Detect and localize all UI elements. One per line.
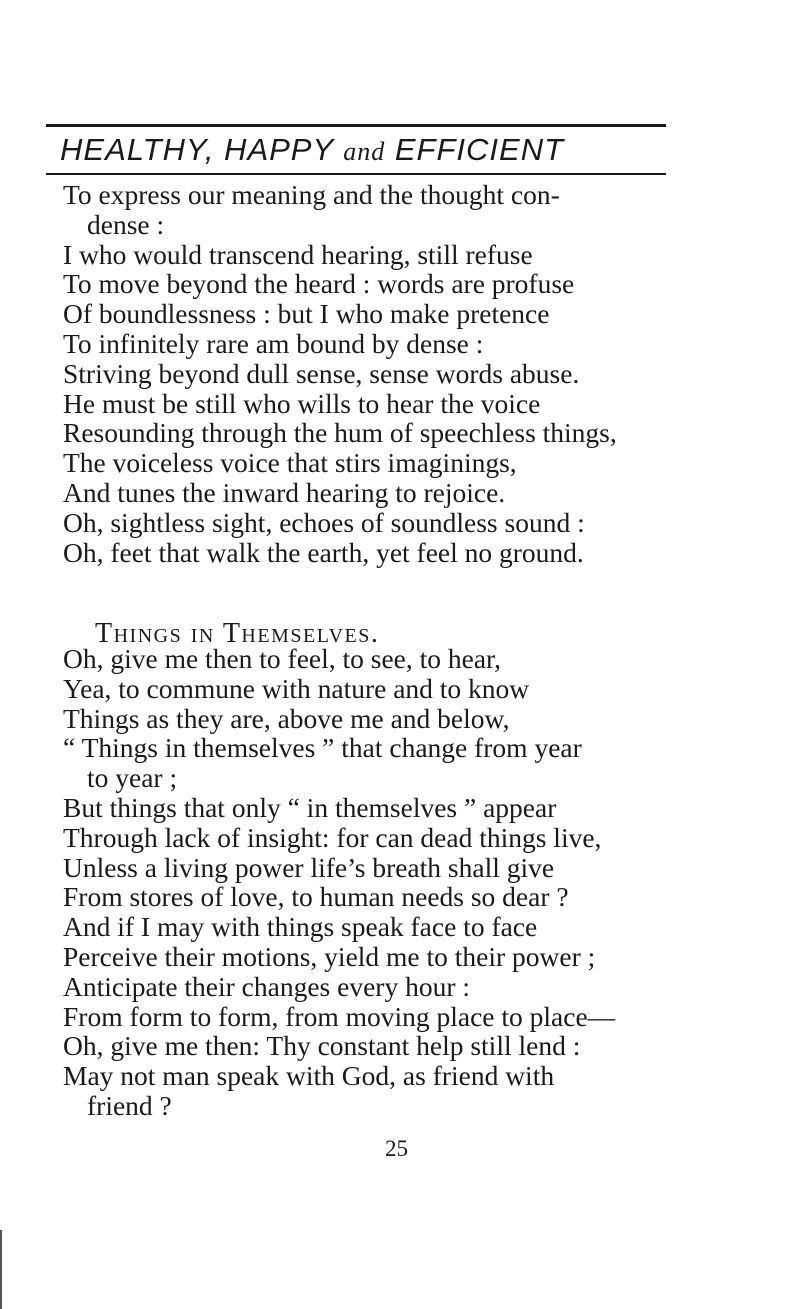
verse-line: From stores of love, to human needs so dear ? — [63, 881, 569, 913]
running-head-and: and — [343, 137, 386, 166]
poem-continued — [63, 180, 763, 567]
verse-line: To express our meaning and the thought con- — [63, 179, 560, 210]
verse-line: “ Things in themselves ” that change from year — [63, 732, 582, 764]
verse-line: Perceive their motions, yield me to their power ; — [63, 940, 596, 972]
verse-line: From form to form, from moving place to place— — [63, 1000, 616, 1032]
verse-line: And if I may with things speak face to face — [63, 911, 538, 943]
verse-line: friend ? — [87, 1089, 172, 1121]
poem-things-in-themselves — [63, 644, 763, 1121]
section-title: Things in Themselves. — [95, 618, 380, 649]
running-head-part1: HEALTHY, HAPPY — [60, 132, 334, 167]
verse-line: Of boundlessness : but I who make pretence — [63, 298, 550, 330]
page-edge-shadow — [0, 1230, 2, 1309]
verse-line: To infinitely rare am bound by dense : — [63, 327, 484, 359]
verse-line: Unless a living power life’s breath shall give — [63, 851, 555, 883]
verse-line: Yea, to commune with nature and to know — [63, 672, 530, 704]
verse-line: Resounding through the hum of speechless things, — [63, 417, 617, 449]
verse-line: May not man speak with God, as friend with — [63, 1060, 555, 1092]
verse-line: He must be still who wills to hear the voice — [63, 387, 541, 419]
verse-line: But things that only “ in themselves ” appear — [63, 791, 557, 823]
header-rule-top — [46, 124, 666, 127]
verse-line: And tunes the inward hearing to rejoice. — [63, 476, 506, 508]
verse-line: To move beyond the heard : words are profuse — [63, 268, 575, 300]
verse-line: dense : — [87, 208, 165, 240]
verse-line: to year ; — [87, 762, 178, 794]
page-number: 25 — [385, 1136, 408, 1161]
verse-line: Through lack of insight: for can dead things live, — [63, 821, 602, 853]
running-head — [60, 132, 564, 170]
verse-line: Oh, feet that walk the earth, yet feel no ground. — [63, 536, 584, 568]
verse-line: Things as they are, above me and below, — [63, 702, 510, 734]
running-head-part2: EFFICIENT — [394, 132, 565, 167]
header-rule-bottom — [46, 173, 666, 175]
verse-line: Striving beyond dull sense, sense words abuse. — [63, 357, 580, 389]
verse-line: Oh, give me then to feel, to see, to hear, — [63, 643, 501, 674]
verse-line: Anticipate their changes every hour : — [63, 970, 470, 1002]
verse-line: The voiceless voice that stirs imaginings, — [63, 447, 517, 479]
verse-line: Oh, give me then: Thy constant help still lend : — [63, 1030, 581, 1062]
verse-line: Oh, sightless sight, echoes of soundless sound : — [63, 506, 585, 538]
verse-line: I who would transcend hearing, still refuse — [63, 238, 533, 270]
